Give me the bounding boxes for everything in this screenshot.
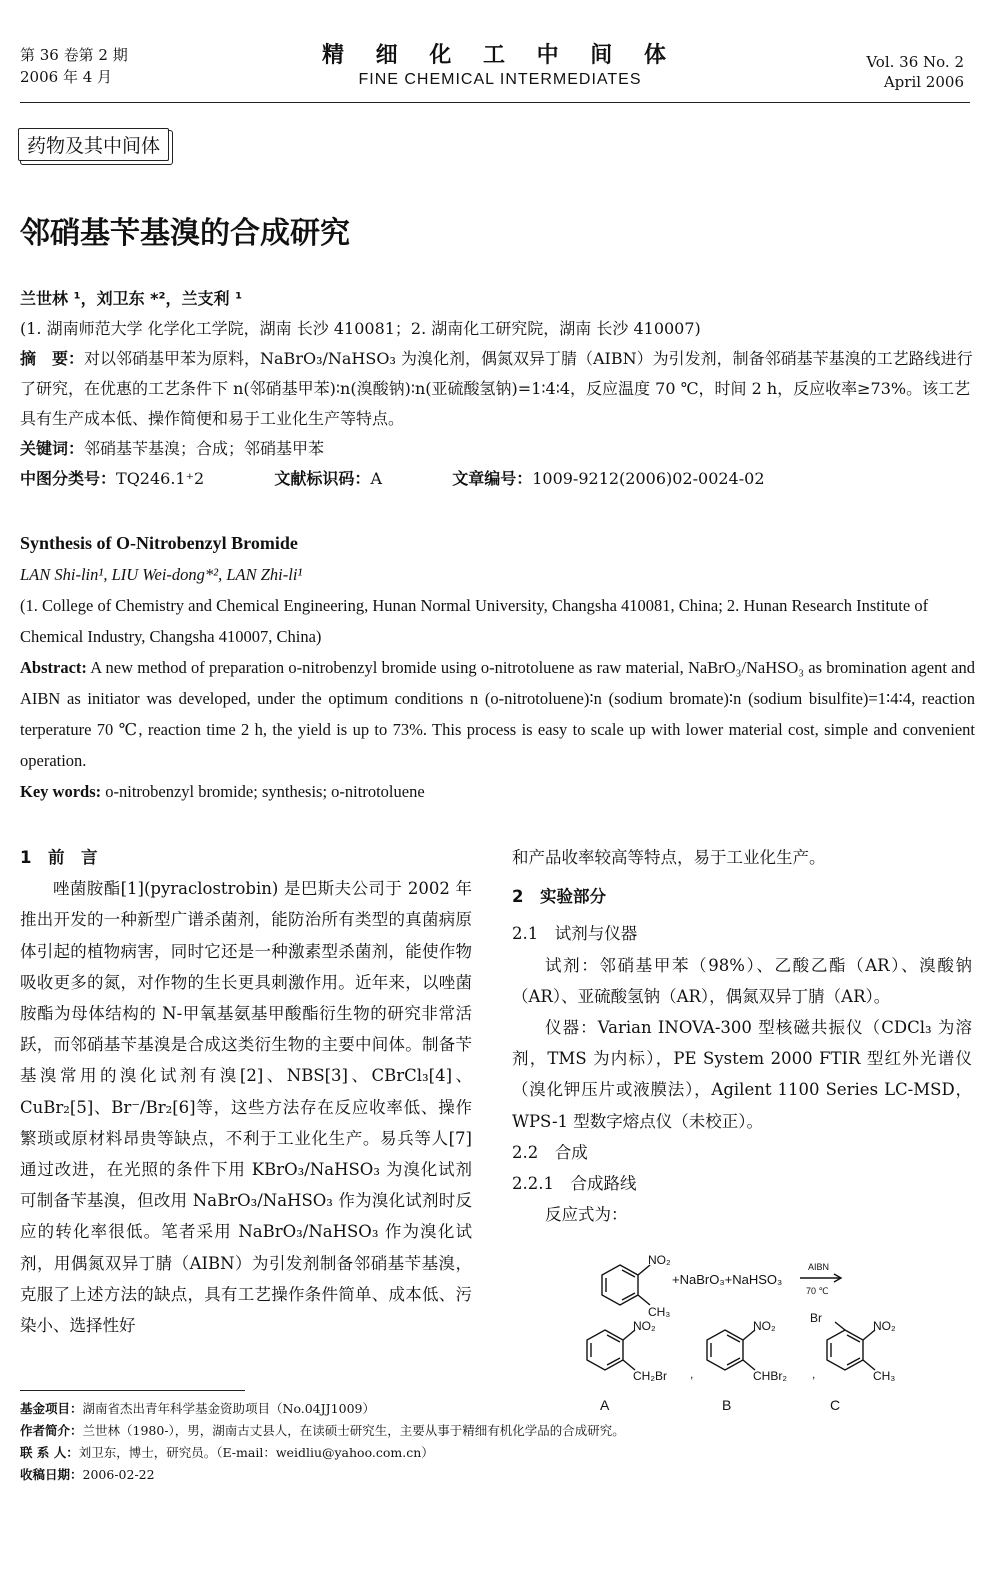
reagents-paragraph: 试剂：邻硝基甲苯（98%）、乙酸乙酯（AR）、溴酸钠（AR）、亚硫酸氢钠（AR），偶氮双异丁腈（AR）。 (512, 955, 972, 1006)
footnote-label: 作者简介： (20, 1423, 83, 1438)
footnote-rule (20, 1390, 245, 1391)
instruments-paragraph: 仪器：Varian INOVA-300 型核磁共振仪（CDCl₃ 为溶剂，TMS 为内标），PE System 2000 FTIR 型红外光谱仪（溴化钾压片或液膜法），Agilent 1100 Series LC-MSD，WPS-1 型数字熔点仪（未校正）。 (512, 1018, 972, 1131)
footnotes (20, 1398, 970, 1486)
keywords-cn (20, 434, 975, 464)
affiliation-en: (1. College of Chemistry and Chemical Engineering, Hunan Normal University, Changsha 410081, China; 2. Hunan Research Institute of Chemical Industry, Changsha 410007, China) (20, 596, 929, 646)
ch2br-label-a: CH₂Br (633, 1369, 667, 1383)
equation-label: 反应式为： (545, 1205, 628, 1225)
chbr2-label-b: CHBr₂ (753, 1369, 787, 1383)
journal-name-cn: 精 细 化 工 中 间 体 (322, 43, 678, 68)
volume-issue-en: Vol. 36 No. 2 (866, 53, 964, 71)
section-heading-intro: 1 前 言 (20, 848, 98, 867)
article-no-value: 1009-9212(2006)02-0024-02 (532, 469, 765, 488)
subsection-heading-route: 2.2.1 合成路线 (512, 1174, 637, 1194)
clc-label: 中图分类号： (20, 469, 117, 488)
no2-label-b: NO₂ (753, 1319, 776, 1333)
benzene-ring-reactant (602, 1265, 638, 1305)
arrow-temperature: 70 ℃ (806, 1286, 829, 1296)
authors-en: LAN Shi-lin¹, LIU Wei-dong*², LAN Zhi-li¹ (20, 565, 303, 584)
front-matter-cn (20, 284, 975, 494)
keywords-cn-text: 邻硝基苄基溴；合成；邻硝基甲苯 (84, 439, 325, 458)
abstract-cn-label: 摘 要： (20, 349, 85, 368)
arrow-catalyst: AIBN (808, 1262, 830, 1272)
compound-label-a: A (600, 1397, 610, 1413)
right-column (512, 842, 972, 1230)
reagents-label: +NaBrO₃+NaHSO₃ (672, 1272, 783, 1287)
no2-label-reactant: NO₂ (648, 1253, 671, 1267)
footnote-received (20, 1464, 970, 1486)
front-matter-en (20, 528, 975, 807)
authors-cn: 兰世林 ¹，刘卫东 *²，兰支利 ¹ (20, 289, 243, 308)
volume-issue: 第 36 卷第 2 期 (20, 46, 128, 64)
footnote-text: 刘卫东，博士，研究员。（E-mail：weidliu@yahoo.com.cn） (78, 1445, 434, 1460)
section-tag: 药物及其中间体 (18, 128, 169, 161)
subsection-heading-reagents: 2.1 试剂与仪器 (512, 924, 638, 944)
footnote-contact (20, 1442, 970, 1464)
issue-date: 2006 年 4 月 (20, 68, 113, 86)
abstract-cn (20, 344, 975, 434)
compound-label-b: B (722, 1397, 732, 1413)
keywords-en-label: Key words: (20, 782, 102, 801)
footnote-label: 联 系 人： (20, 1445, 79, 1460)
footnote-label: 基金项目： (20, 1401, 83, 1416)
clc-value: TQ246.1⁺2 (116, 469, 205, 488)
no2-label-a: NO₂ (633, 1319, 656, 1333)
benzene-ring-c (827, 1330, 863, 1370)
journal-name-en: FINE CHEMICAL INTERMEDIATES (358, 71, 642, 88)
article-no-label: 文章编号： (452, 469, 533, 488)
reaction-scheme (560, 1250, 960, 1420)
compound-label-c: C (830, 1397, 841, 1413)
doc-code-label: 文献标识码： (274, 469, 371, 488)
section-heading-experimental: 2 实验部分 (512, 887, 606, 907)
article-title-cn: 邻硝基苄基溴的合成研究 (20, 216, 350, 251)
comma-2: , (812, 1367, 816, 1381)
benzene-ring-a (587, 1330, 623, 1370)
article-title-en: Synthesis of O-Nitrobenzyl Bromide (20, 533, 298, 553)
classification-row (20, 464, 975, 494)
ch3-label-c: CH₃ (873, 1369, 896, 1383)
comma-1: , (690, 1367, 694, 1381)
ch3-label-reactant: CH₃ (648, 1305, 671, 1319)
footnote-label: 收稿日期： (20, 1467, 83, 1482)
benzene-ring-b (707, 1330, 743, 1370)
journal-name (0, 38, 1000, 89)
abstract-en-text: A new method of preparation o-nitrobenzyl bromide using o-nitrotoluene as raw material, NaBrO₃/NaHSO₃ as bromination agent and AIBN as initiator was developed, under the optimum conditions n (o-nitrotoluene)∶n (sodium bromate)∶n (sodium bisulfite)=1∶4∶4, reaction terperature 70 ℃, reaction time 2 h, the yield is up to 73%. This process is easy to scale up with lower material cost, simple and convenient operation. (20, 658, 975, 770)
abstract-en-label: Abstract: (20, 658, 87, 677)
header-rule (20, 102, 970, 103)
footnote-funding (20, 1398, 970, 1420)
abstract-cn-text: 对以邻硝基甲苯为原料，NaBrO₃/NaHSO₃ 为溴化剂，偶氮双异丁腈（AIBN）为引发剂，制备邻硝基苄基溴的工艺路线进行了研究，在优惠的工艺条件下 n(邻硝基甲苯)∶n(溴酸钠)∶n(亚硫酸氢钠)=1∶4∶4，反应温度 70 ℃，时间 2 h，反应收率≥73%。该工艺具有生产成本低、操作简便和易于工业化生产等特点。 (20, 349, 973, 428)
footnote-author (20, 1420, 970, 1442)
issue-date-en: April 2006 (883, 73, 964, 91)
issue-info-en (866, 52, 964, 92)
subsection-heading-synthesis: 2.2 合成 (512, 1142, 588, 1162)
br-label-c: Br (810, 1311, 822, 1325)
doc-code-value: A (370, 469, 382, 488)
affiliation-cn: (1. 湖南师范大学 化学化工学院，湖南 长沙 410081；2. 湖南化工研究院，湖南 长沙 410007) (20, 319, 701, 338)
intro-continuation: 和产品收率较高等特点，易于工业化生产。 (512, 848, 826, 867)
abstract-en (20, 652, 975, 776)
no2-label-c: NO₂ (873, 1319, 896, 1333)
intro-paragraph: 唑菌胺酯[1](pyraclostrobin) 是巴斯夫公司于 2002 年推出开发的一种新型广谱杀菌剂，能防治所有类型的真菌病原体引起的植物病害，同时它还是一种激素型杀菌剂，能使作物吸收更多的氮，对作物的生长更具刺激作用。近年来，以唑菌胺酯为母体结构的 N-甲氧基氨基甲酸酯衍生物的研究非常活跃，而邻硝基苄基溴是合成这类衍生物的主要中间体。制备苄基溴常用的溴化试剂有溴[2]、NBS[3]、CBrCl₃[4]、CuBr₂[5]、Br⁻/Br₂[6]等，这些方法存在反应收率低、操作繁琐或原材料昂贵等缺点，不利于工业化生产。易兵等人[7]通过改进，在光照的条件下用 KBrO₃/NaHSO₃ 为溴化试剂可制备苄基溴，但改用 NaBrO₃/NaHSO₃ 作为溴化试剂时反应的转化率很低。笔者采用 NaBrO₃/NaHSO₃ 作为溴化试剂，用偶氮双异丁腈（AIBN）为引发剂制备邻硝基苄基溴，克服了上述方法的缺点，具有工艺操作条件简单、成本低、污染小、选择性好 (20, 879, 472, 1336)
keywords-en-text: o-nitrobenzyl bromide; synthesis; o-nitrotoluene (105, 782, 425, 801)
keywords-en (20, 776, 975, 807)
footnote-text: 2006-02-22 (82, 1467, 155, 1482)
footnote-text: 湖南省杰出青年科学基金资助项目（No.04JJ1009） (82, 1401, 375, 1416)
left-column (20, 842, 472, 1341)
keywords-cn-label: 关键词： (20, 439, 85, 458)
footnote-text: 兰世林（1980-），男，湖南古丈县人，在读硕士研究生，主要从事于精细有机化学品的合成研究。 (82, 1423, 625, 1438)
